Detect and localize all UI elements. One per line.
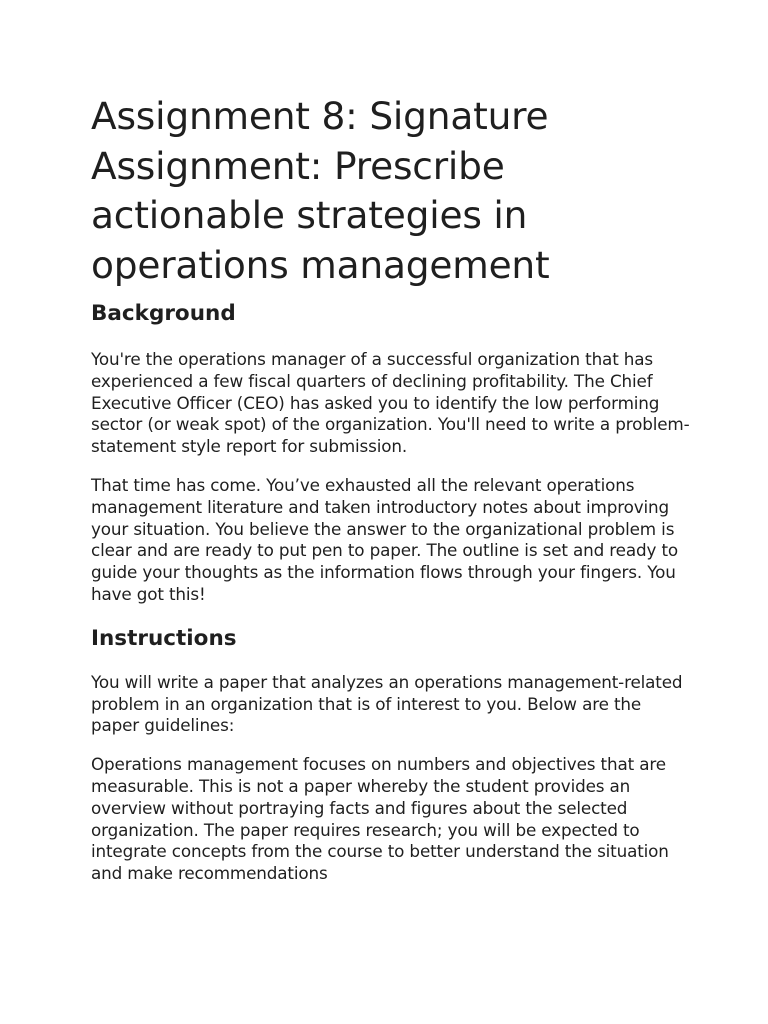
background-paragraph-2: That time has come. You’ve exhausted all the relevant operations management literature and taken introductory notes about improving your situation. You believe the answer to the organizational problem is clear and are ready to put pen to paper. The outline is set and ready to guide your thoughts as the information flows through your fingers. You have got this! bbox=[91, 474, 678, 604]
document-page bbox=[91, 92, 691, 885]
instructions-paragraph-2: Operations management focuses on numbers and objectives that are measurable. This is not a paper whereby the student provides an overview without portraying facts and figures about the selected organization. The paper requires research; you will be expected to integrate concepts from the course to better understand the situation and make recommendations bbox=[91, 754, 669, 884]
section-heading-background: Background bbox=[91, 301, 236, 326]
document-title: Assignment 8: Signature Assignment: Prescribe actionable strategies in operations management bbox=[91, 94, 550, 287]
section-heading-instructions: Instructions bbox=[91, 625, 237, 651]
instructions-paragraph-1: You will write a paper that analyzes an operations management-related problem in an organization that is of interest to you. Below are the paper guidelines: bbox=[91, 671, 683, 736]
background-paragraph-1: You're the operations manager of a successful organization that has experienced a few fiscal quarters of declining profitability. The Chief Executive Officer (CEO) has asked you to identify the low performing sector (or weak spot) of the organization. You'll need to write a problem-statement style report for submission. bbox=[91, 349, 690, 457]
